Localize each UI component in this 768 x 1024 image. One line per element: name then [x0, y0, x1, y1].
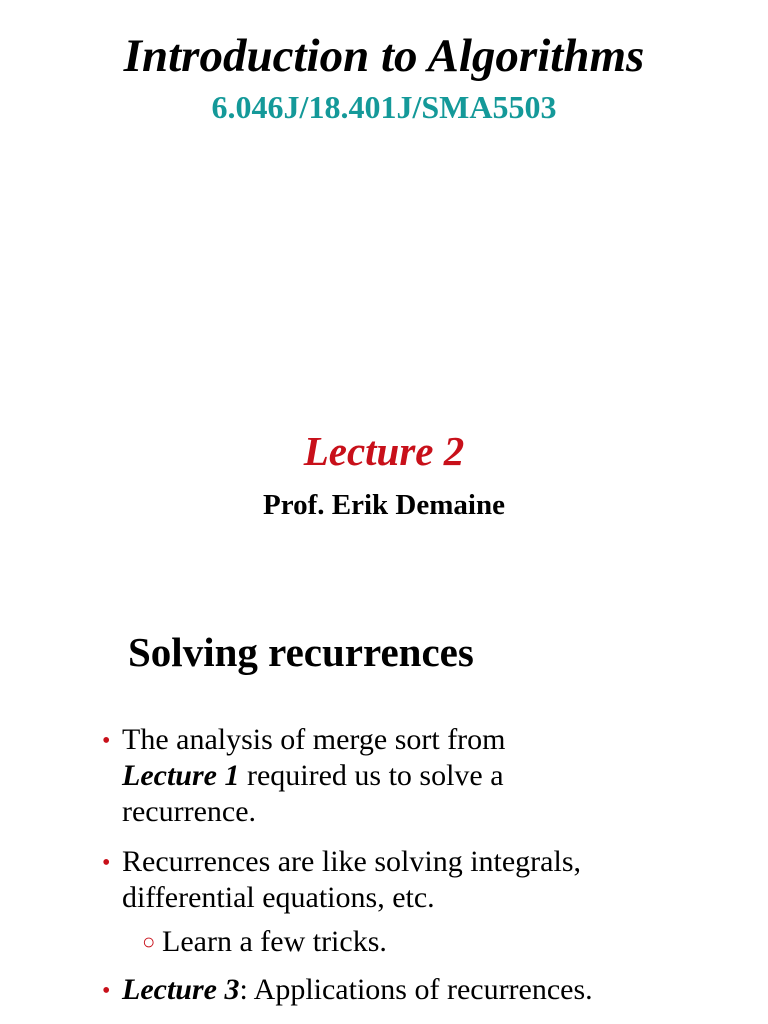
- bullet-dot-icon: •: [102, 978, 111, 1004]
- professor-name: Prof. Erik Demaine: [263, 489, 505, 521]
- bullet-dot-icon: •: [102, 850, 111, 876]
- bullet-item-lecture-3: [102, 972, 742, 1008]
- bullet-text: recurrence.: [122, 795, 257, 828]
- bullet-item-merge-sort: [102, 722, 742, 830]
- sub-bullet-text: Learn a few tricks.: [162, 925, 387, 958]
- course-title: Introduction to Algorithms: [123, 30, 645, 82]
- bullet-dot-icon: •: [102, 728, 111, 754]
- bullet-text: The analysis of merge sort from: [122, 723, 506, 756]
- bullet-text: required us to solve a: [239, 759, 504, 792]
- course-code: 6.046J/18.401J/SMA5503: [211, 89, 557, 125]
- bullet-text: Recurrences are like solving integrals,: [122, 845, 581, 878]
- bullet-text: differential equations, etc.: [122, 881, 435, 914]
- sub-bullet-ring-icon: ○: [142, 929, 156, 954]
- bullet-emphasis: Lecture 3: [122, 973, 240, 1006]
- bullet-item-recurrences: [102, 844, 742, 916]
- sub-bullet-item-tricks: [142, 924, 722, 960]
- bullet-text: : Applications of recurrences.: [239, 973, 593, 1006]
- lecture-title: Lecture 2: [303, 428, 465, 474]
- bullet-emphasis: Lecture 1: [122, 759, 240, 792]
- section-heading: Solving recurrences: [128, 629, 474, 675]
